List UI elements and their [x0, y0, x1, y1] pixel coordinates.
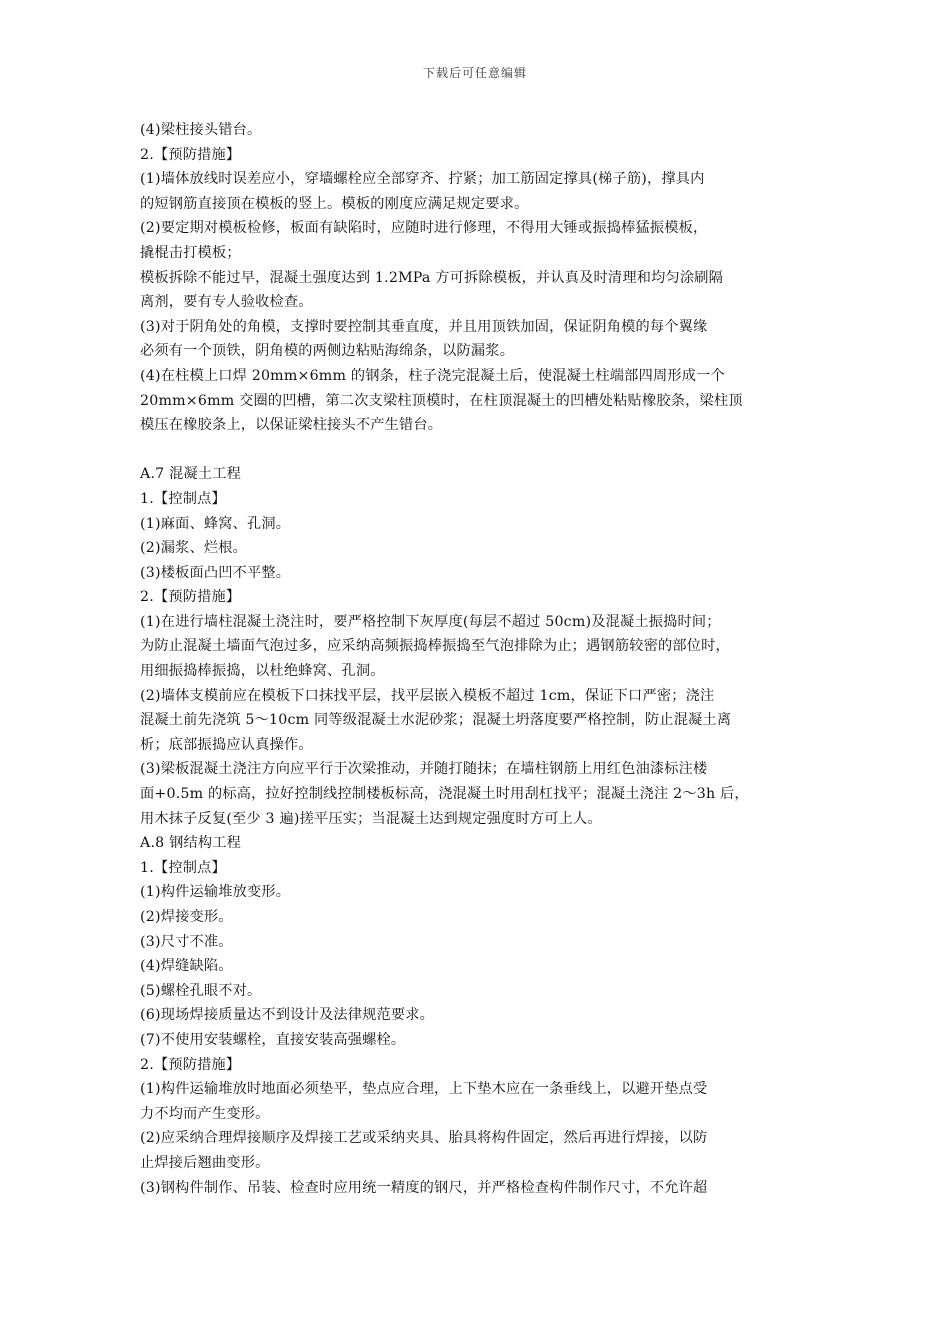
text-line: (3)梁板混凝土浇注方向应平行于次梁推动，并随打随抹；在墙柱钢筋上用红色油漆标注楼	[140, 761, 708, 778]
text-line: (1)墙体放线时误差应小，穿墙螺栓应全部穿齐、拧紧；加工筋固定撑具(梯子筋)，撑具内	[140, 171, 705, 188]
text-line: 必须有一个顶铁，阴角模的两侧边粘贴海绵条，以防漏浆。	[140, 343, 515, 360]
text-line: (3)钢构件制作、吊装、检查时应用统一精度的钢尺，并严格检查构件制作尺寸，不允许超	[140, 1179, 708, 1196]
text-line: (2)要定期对模板检修，板面有缺陷时，应随时进行修理，不得用大锤或振捣棒猛振模板，	[140, 220, 708, 237]
chapter-heading: A.8 钢结构工程	[140, 835, 242, 852]
blank-line	[140, 438, 812, 463]
text-line: 用木抹子反复(至少 3 遍)搓平压实；当混凝土达到规定强度时方可上人。	[140, 810, 602, 827]
section-heading: 2.【预防措施】	[140, 589, 241, 606]
text-line: (5)螺栓孔眼不对。	[140, 982, 262, 999]
text-line: (3)对于阴角处的角模，支撑时要控制其垂直度，并且用顶铁加固，保证阴角模的每个翼缘	[140, 318, 708, 335]
text-line: (2)漏浆、烂根。	[140, 540, 248, 557]
text-line: (1)构件运输堆放时地面必须垫平，垫点应合理，上下垫木应在一条垂线上，以避开垫点受	[140, 1081, 708, 1098]
text-line: 的短钢筋直接顶在模板的竖上。模板的刚度应满足规定要求。	[140, 195, 529, 212]
text-line: (2)墙体支模前应在模板下口抹找平层，找平层嵌入模板不超过 1cm，保证下口严密；浇注	[140, 687, 715, 704]
text-line: 析；底部振捣应认真操作。	[140, 736, 313, 753]
section-heading: 2.【预防措施】	[140, 146, 241, 163]
text-line: (3)尺寸不准。	[140, 933, 233, 950]
text-line: 模压在橡胶条上，以保证梁柱接头不产生错台。	[140, 417, 443, 434]
section-heading: 1.【控制点】	[140, 859, 226, 876]
text-line: (2)应采纳合理焊接顺序及焊接工艺或采纳夹具、胎具将构件固定，然后再进行焊接，以防	[140, 1130, 708, 1147]
text-line: 用细振捣棒振捣，以杜绝蜂窝、孔洞。	[140, 663, 385, 680]
chapter-heading: A.7 混凝土工程	[140, 466, 242, 483]
page-header-note: 下载后可任意编辑	[422, 66, 527, 80]
section-heading: 1.【控制点】	[140, 490, 226, 507]
text-line: (1)麻面、蜂窝、孔洞。	[140, 515, 291, 532]
text-line: 离剂，要有专人验收检查。	[140, 294, 313, 311]
text-line: (4)焊缝缺陷。	[140, 958, 233, 975]
text-line: 20mm×6mm 交圈的凹槽，第二次支梁柱顶模时，在柱顶混凝土的凹槽处粘贴橡胶条，梁柱顶	[140, 392, 743, 409]
text-line: 混凝土前先浇筑 5～10cm 同等级混凝土水泥砂浆；混凝土坍落度要严格控制，防止混凝土离	[140, 712, 732, 729]
text-line: (1)构件运输堆放变形。	[140, 884, 291, 901]
text-line: 面+0.5m 的标高，拉好控制线控制楼板标高，浇混凝土时用刮杠找平；混凝土浇注 2～3h 后，	[140, 786, 749, 803]
text-line: (4)在柱模上口焊 20mm×6mm 的钢条，柱子浇完混凝土后，使混凝土柱端部四周形成一个	[140, 367, 725, 384]
text-line: (6)现场焊接质量达不到设计及法律规范要求。	[140, 1007, 435, 1024]
text-line: 为防止混凝土墙面气泡过多，应采纳高频振捣棒振捣至气泡排除为止；遇钢筋较密的部位时，	[140, 638, 730, 655]
text-line: (1)在进行墙柱混凝土浇注时，要严格控制下灰厚度(每层不超过 50cm)及混凝土振捣时间；	[140, 613, 721, 630]
section-heading: 2.【预防措施】	[140, 1056, 241, 1073]
text-line: 模板拆除不能过早，混凝土强度达到 1.2MPa 方可拆除模板，并认真及时清理和均匀涂刷隔	[140, 269, 724, 286]
text-line: 止焊接后翘曲变形。	[140, 1154, 270, 1171]
text-line: (7)不使用安装螺栓，直接安装高强螺栓。	[140, 1031, 406, 1048]
document-body	[140, 118, 812, 1200]
text-line: 力不均而产生变形。	[140, 1105, 270, 1122]
text-line: (2)焊接变形。	[140, 909, 233, 925]
text-line: 撬棍击打模板；	[140, 244, 241, 261]
text-line: (3)楼板面凸凹不平整。	[140, 564, 291, 581]
text-line: (4)梁柱接头错台。	[140, 122, 262, 138]
